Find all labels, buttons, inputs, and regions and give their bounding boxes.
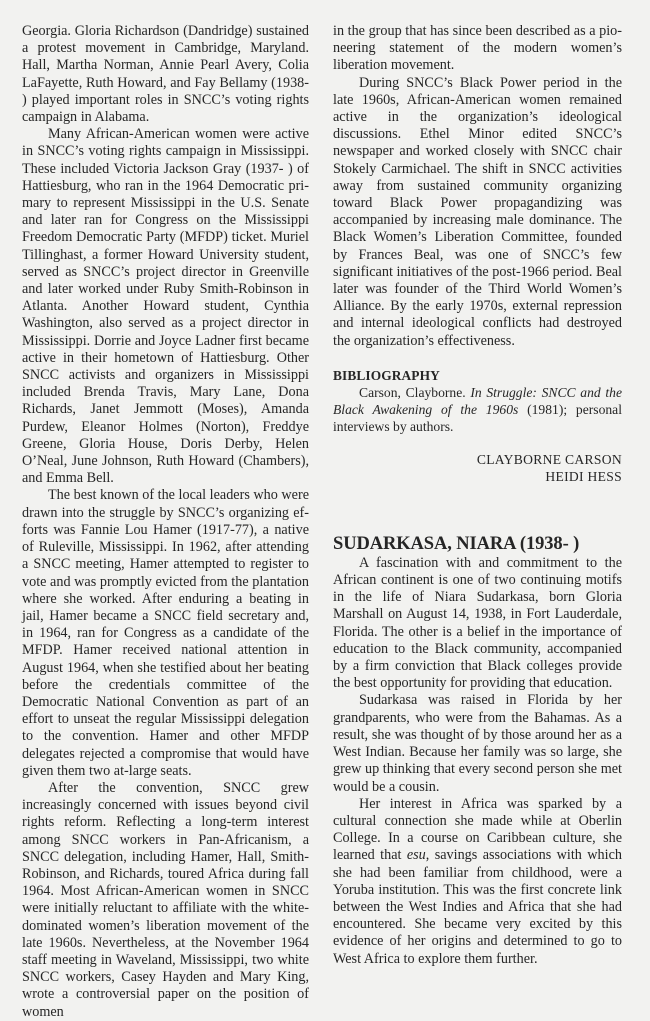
text-run: , savings associations with which she had been familiar from childhood, were a Yoruba institution. This was the first concrete link between the West Indies and Africa that she had encountered. She became very excited by this evidence of her origins and determined to go to West Africa to explore them further. xyxy=(333,847,622,967)
right-column xyxy=(333,23,622,968)
paragraph: The best known of the local leaders who were drawn into the struggle by SNCC’s organizing efforts was Fannie Lou Hamer (1917-77), a native of Ruleville, Mississippi. In 1962, after attending a SNCC meeting, Hamer attempted to register to vote and was promptly evicted from the plantation where she worked. After enduring a beating in jail, Hamer became a SNCC field secretary and, in 1964, ran for Congress as a candidate of the MFDP. Hamer received national attention in August 1964, when she testified about her beating before the credentials committee of the Democratic National Convention as part of an effort to unseat the regular Mississippi delegation to the convention. Hamer and other MFDP delegates rejected a compromise that would have given them two at-large seats. xyxy=(22,487,309,779)
bibliography-entry xyxy=(333,384,622,435)
author-name: CLAYBORNE CARSON xyxy=(476,451,622,467)
bibliography-author: Carson, Clayborne. xyxy=(359,384,471,400)
paragraph: A fascination with and commitment to the African continent is one of two continuing motifs in the life of Niara Sudarkasa, born Gloria Marshall on August 14, 1938, in Fort Lauderdale, Florida. The other is a belief in the importance of education to the Black community, accompanied by a firm conviction that Black colleges provide the best opportunity for providing that education. xyxy=(333,554,622,692)
paragraph: During SNCC’s Black Power period in the late 1960s, African-American women remained active in the organization’s ideological discussions. Ethel Minor edited SNCC’s newspaper and worked closely with SNCC chair Stokely Carmichael. The shift in SNCC activities away from sustained community organizing toward Black Power propagandizing was accompanied by increasing male dominance. The Black Women’s Liberation Committee, founded by Frances Beal, was one of SNCC’s few significant initiatives of the post-1966 period. Beal later was founder of the Third World Women’s Alliance. By the early 1970s, external repression and internal ideological conflicts had destroyed the organization’s effectiveness. xyxy=(333,74,622,349)
bibliography-details: (1981); personal interviews by authors. xyxy=(333,401,622,434)
article-authors xyxy=(333,451,622,485)
text-run: Her interest in Africa was sparked by a cultural connection she made while at Oberlin College. In a course on Caribbean culture, she learned that xyxy=(333,795,622,864)
paragraph: After the convention, SNCC grew increasingly concerned with issues beyond civil rights reform. Reflecting a long-term interest among SNCC workers in Pan-Africanism, a SNCC delegation, including Hamer, Hall, Smith-Robinson, and Richards, toured Africa during fall 1964. Most African-American women in SNCC were initially reluctant to affiliate with the white-dominated women’s liberation movement of the late 1960s. Nevertheless, at the November 1964 staff meeting in Waveland, Mississippi, two white SNCC workers, Casey Hayden and Mary King, wrote a controversial paper on the position of women xyxy=(22,779,309,1020)
paragraph: in the group that has since been described as a pioneering statement of the modern women’s liberation movement. xyxy=(333,23,622,74)
paragraph: Sudarkasa was raised in Florida by her grandparents, who were from the Bahamas. As a result, she was thought of by those around her as a West Indian. Because her family was so large, she grew up thinking that every second person she met would be a cousin. xyxy=(333,692,622,795)
author-name: HEIDI HESS xyxy=(545,468,622,484)
paragraph: Many African-American women were active in SNCC’s voting rights campaign in Mississippi. These included Victoria Jackson Gray (1937- ) of Hattiesburg, who ran in the 1964 Democratic primary to represent Mississippi in the U.S. Senate and later ran for Congress on the Mississippi Freedom Democratic Party (MFDP) ticket. Muriel Tillinghast, a former Howard University student, served as SNCC’s project director in Greenville and later worked under Ruby Smith-Robinson in Atlanta. Another Howard student, Cynthia Washington, also served as a project director in Mississippi. Dorrie and Joyce Ladner first became active in their hometown of Hattiesburg. Other SNCC activists and organizers in Mississippi included Brenda Travis, Mary Lane, Dona Richards, Janet Jemmott (Moses), Amanda Purdew, Eleanor Holmes (Norton), Freddye Greene, Gloria House, Doris Derby, Helen O’Neal, June Johnson, Ruth Howard (Chambers), and Emma Bell. xyxy=(22,126,309,487)
bibliography-title: In Struggle: SNCC and the Black Awakening of the 1960s xyxy=(333,384,622,417)
paragraph xyxy=(333,796,622,968)
left-column xyxy=(22,23,309,1021)
paragraph: Georgia. Gloria Richardson (Dandridge) sustained a protest movement in Cambridge, Maryland. Hall, Martha Norman, Annie Pearl Avery, Colia LaFayette, Ruth Howard, and Fay Bellamy (1938- ) played important roles in SNCC’s voting rights campaign in Alabama. xyxy=(22,23,309,126)
italic-term: esu xyxy=(406,847,426,864)
bibliography-heading: BIBLIOGRAPHY xyxy=(333,367,440,383)
entry-title: SUDARKASA, NIARA (1938- ) xyxy=(333,533,580,554)
